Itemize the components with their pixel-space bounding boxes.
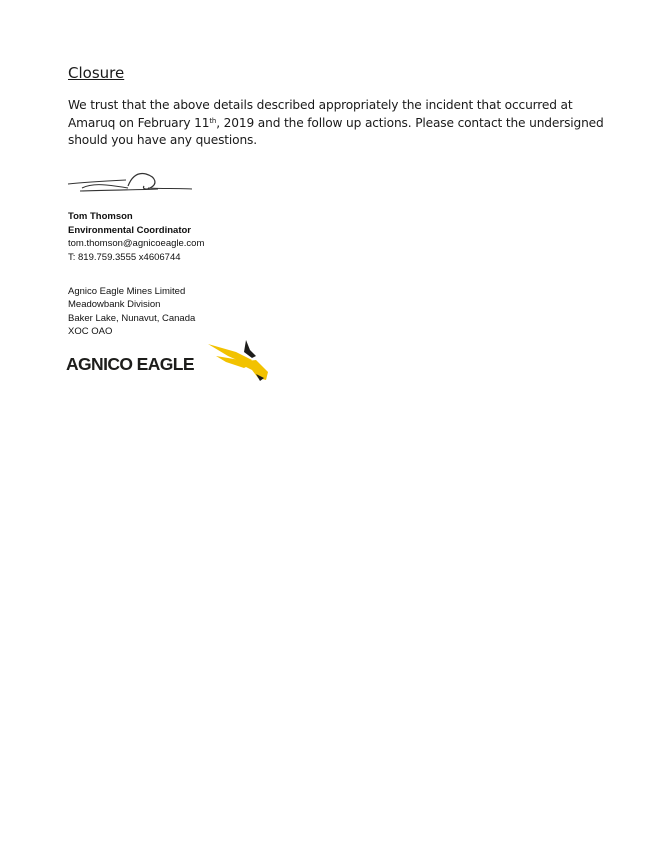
city-line: Baker Lake, Nunavut, Canada [68,312,196,324]
signatory-title: Environmental Coordinator [68,224,191,236]
closure-paragraph [68,97,608,150]
section-heading: Closure [68,64,125,82]
signatory-block [68,210,204,264]
logo-wordmark: AGNICO EAGLE [66,354,194,374]
postal-code: XOC OAO [68,326,113,338]
paragraph-text-end: , 2019 and the follow up actions. Please contact the undersigned should you have any questions. [68,115,604,147]
handwritten-signature-icon [66,168,196,196]
address-block [68,285,195,339]
division-name: Meadowbank Division [68,299,161,311]
company-logo [66,338,271,382]
signatory-name: Tom Thomson [68,211,133,222]
signatory-phone: T: 819.759.3555 x4606744 [68,251,181,263]
paragraph-text-start: We trust that the above details described appropriately the incident that occurred at Amaruq on February 11 [68,98,573,130]
company-name: Agnico Eagle Mines Limited [68,286,186,297]
signatory-email: tom.thomson@agnicoeagle.com [68,238,205,250]
eagle-logo-icon [206,338,270,382]
ordinal-suffix: th [209,116,217,125]
